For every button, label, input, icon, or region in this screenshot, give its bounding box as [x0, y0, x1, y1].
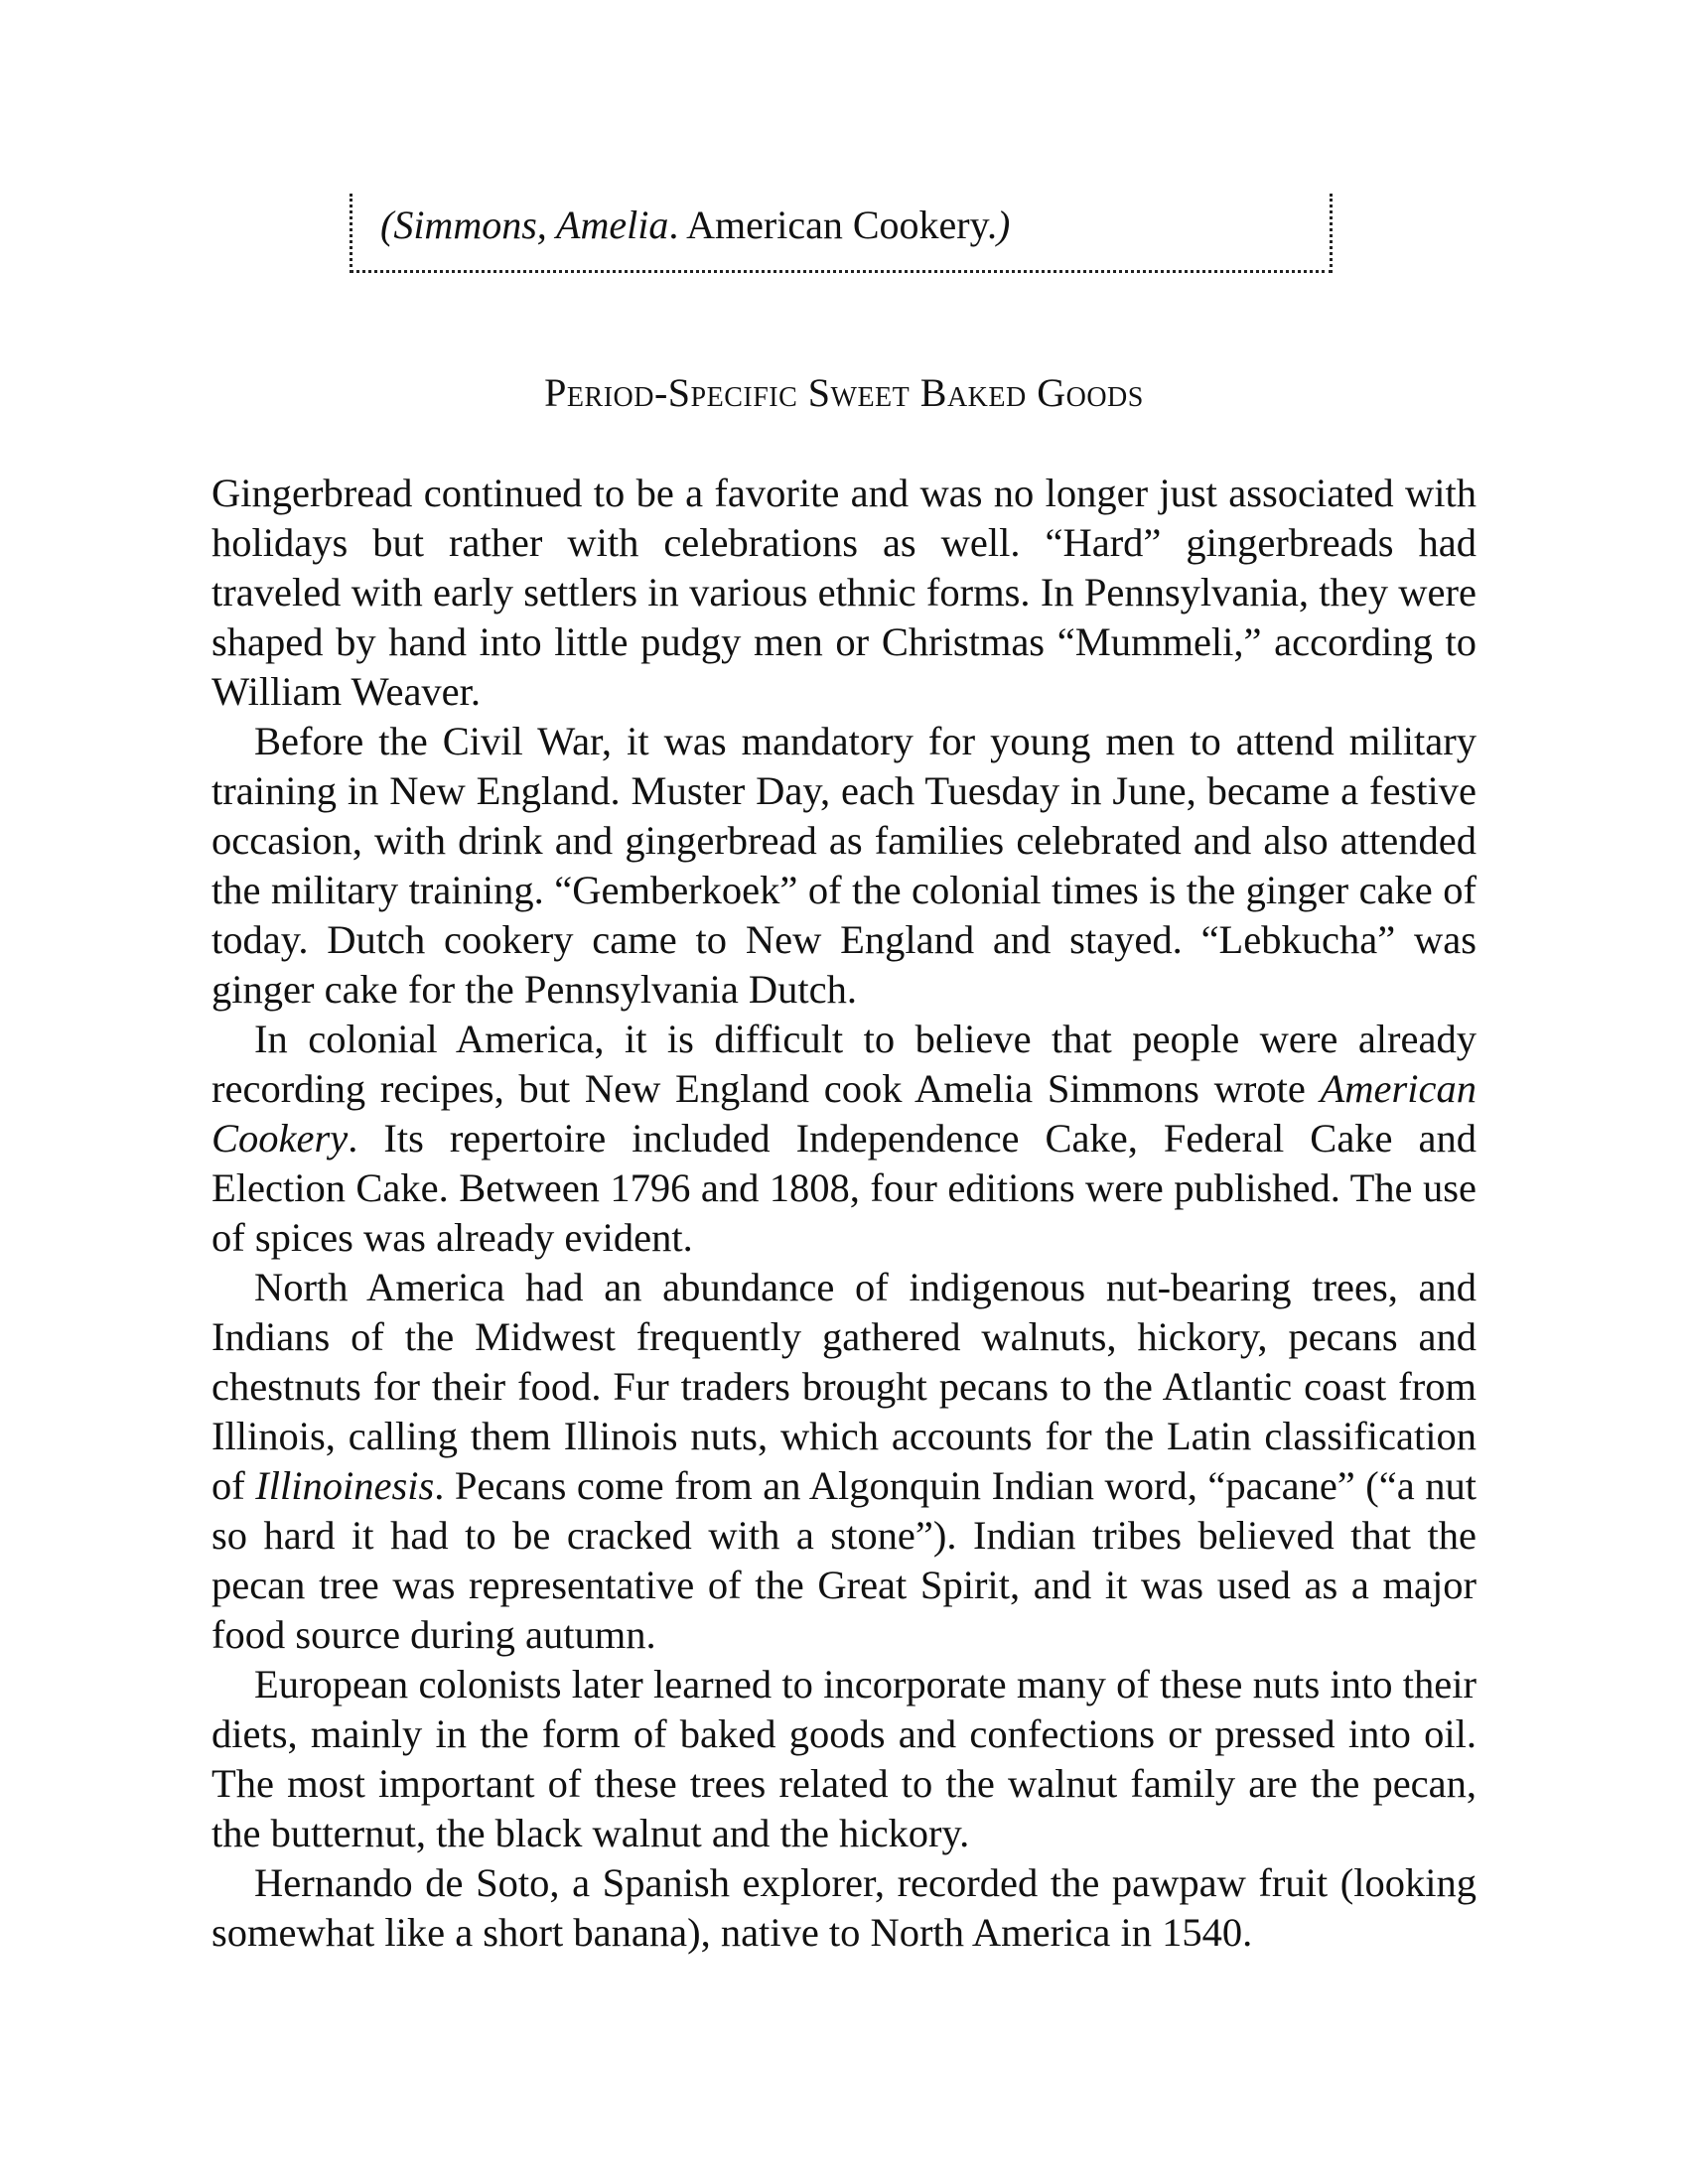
citation-text	[380, 202, 1010, 249]
paragraph-4-part-a: North America had an abundance of indigenous nut-bearing trees, and Indians of the Midwest frequently gathered walnuts, hickory, pecans and chestnuts for their food. Fur traders brought pecans to the Atlantic coast from Illinois, calling them Illinois nuts, which accounts for the Latin classification of	[211, 1265, 1477, 1508]
section-title: Period-Specific Sweet Baked Goods	[544, 370, 1144, 415]
paragraph-6: Hernando de Soto, a Spanish explorer, recorded the pawpaw fruit (looking somewhat like a short banana), native to North America in 1540.	[211, 1860, 1477, 1955]
paragraph-3-part-a: In colonial America, it is difficult to believe that people were already recording recipes, but New England cook Amelia Simmons wrote	[211, 1017, 1477, 1111]
citation-author: (Simmons, Amelia	[380, 203, 669, 247]
paragraph-5: European colonists later learned to incorporate many of these nuts into their diets, mainly in the form of baked goods and confections or pressed into oil. The most important of these trees related to the walnut family are the pecan, the butternut, the black walnut and the hickory.	[211, 1662, 1477, 1855]
paragraph-4-part-c: . Pecans come from an Algonquin Indian word, “pacane” (“a nut so hard it had to be cracked with a stone”). Indian tribes believed that the pecan tree was representative of the Great Spirit, and it was used as a major food source during autumn.	[211, 1463, 1477, 1657]
paragraph-1: Gingerbread continued to be a favorite and was no longer just associated with holidays but rather with celebrations as well. “Hard” gingerbreads had traveled with early settlers in various ethnic forms. In Pennsylvania, they were shaped by hand into little pudgy men or Christmas “Mummeli,” according to William Weaver.	[211, 471, 1477, 714]
citation-box	[350, 194, 1333, 273]
paragraph-3	[211, 1015, 1477, 1263]
body-text	[211, 469, 1477, 1958]
paragraph-2: Before the Civil War, it was mandatory for young men to attend military training in New England. Muster Day, each Tuesday in June, became a festive occasion, with drink and gingerbread as families celebrated and also attended the military training. “Gemberkoek” of the colonial times is the ginger cake of today. Dutch cookery came to New England and stayed. “Lebkucha” was ginger cake for the Pennsylvania Dutch.	[211, 719, 1477, 1012]
citation-close: )	[997, 203, 1011, 247]
latin-term-illinoinesis: Illinoinesis	[255, 1463, 435, 1508]
citation-separator: .	[668, 203, 687, 247]
citation-work: American Cookery.	[686, 203, 998, 247]
paragraph-3-part-c: . Its repertoire included Independence Cake, Federal Cake and Election Cake. Between 1796 and 1808, four editions were published. The use of spices was already evident.	[211, 1116, 1477, 1260]
book-title-american-cookery: American Cookery	[211, 1066, 1477, 1160]
paragraph-4	[211, 1263, 1477, 1660]
